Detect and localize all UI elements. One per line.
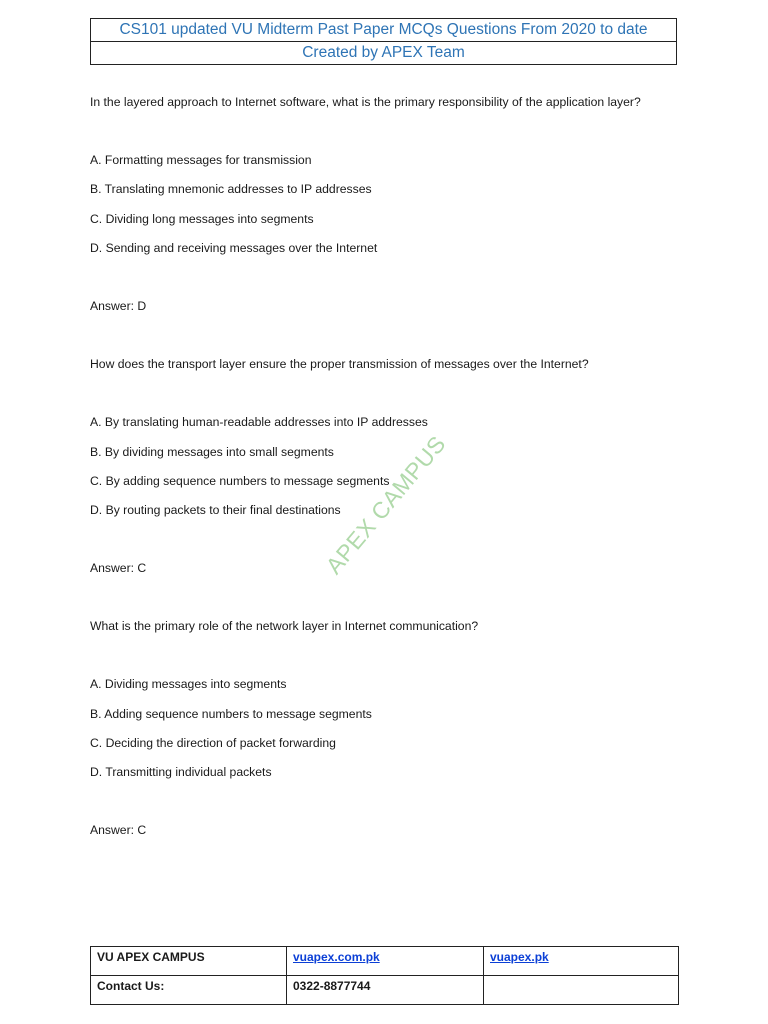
- question-1-answer: Answer: D: [90, 299, 147, 313]
- footer-cell-link2: [484, 947, 679, 976]
- question-3-option-d: D. Transmitting individual packets: [90, 765, 272, 779]
- question-2-option-b: B. By dividing messages into small segments: [90, 445, 334, 459]
- footer-contact-label: Contact Us:: [91, 976, 287, 1005]
- question-2-option-a: A. By translating human-readable addresses into IP addresses: [90, 415, 428, 429]
- footer-campus-name: VU APEX CAMPUS: [91, 947, 287, 976]
- footer-row: [91, 947, 679, 976]
- footer-table: [90, 946, 679, 1005]
- footer-contact-phone: 0322-8877744: [287, 976, 484, 1005]
- question-2-option-d: D. By routing packets to their final destinations: [90, 503, 341, 517]
- footer-empty-cell: [484, 976, 679, 1005]
- website-link-vuapex-com-pk[interactable]: vuapex.com.pk: [293, 950, 380, 964]
- question-1-option-b: B. Translating mnemonic addresses to IP addresses: [90, 182, 372, 196]
- question-3-option-b: B. Adding sequence numbers to message segments: [90, 707, 372, 721]
- document-subtitle: Created by APEX Team: [302, 44, 465, 61]
- footer-row: [91, 976, 679, 1005]
- question-1-text: In the layered approach to Internet software, what is the primary responsibility of the application layer?: [90, 95, 641, 109]
- website-link-vuapex-pk[interactable]: vuapex.pk: [490, 950, 549, 964]
- question-2-text: How does the transport layer ensure the proper transmission of messages over the Internet?: [90, 357, 589, 371]
- document-title: CS101 updated VU Midterm Past Paper MCQs Questions From 2020 to date: [91, 19, 676, 42]
- question-2-answer: Answer: C: [90, 561, 147, 575]
- document-header: [90, 18, 677, 65]
- watermark: APEX CAMPUS: [320, 430, 451, 579]
- footer-cell-link1: [287, 947, 484, 976]
- question-3-answer: Answer: C: [90, 823, 147, 837]
- question-3-text: What is the primary role of the network layer in Internet communication?: [90, 619, 479, 633]
- question-1-option-d: D. Sending and receiving messages over the Internet: [90, 241, 378, 255]
- question-1-option-a: A. Formatting messages for transmission: [90, 153, 312, 167]
- question-3-option-a: A. Dividing messages into segments: [90, 677, 287, 691]
- question-3-option-c: C. Deciding the direction of packet forwarding: [90, 736, 336, 750]
- question-2-option-c: C. By adding sequence numbers to message segments: [90, 474, 390, 488]
- question-1-option-c: C. Dividing long messages into segments: [90, 212, 314, 226]
